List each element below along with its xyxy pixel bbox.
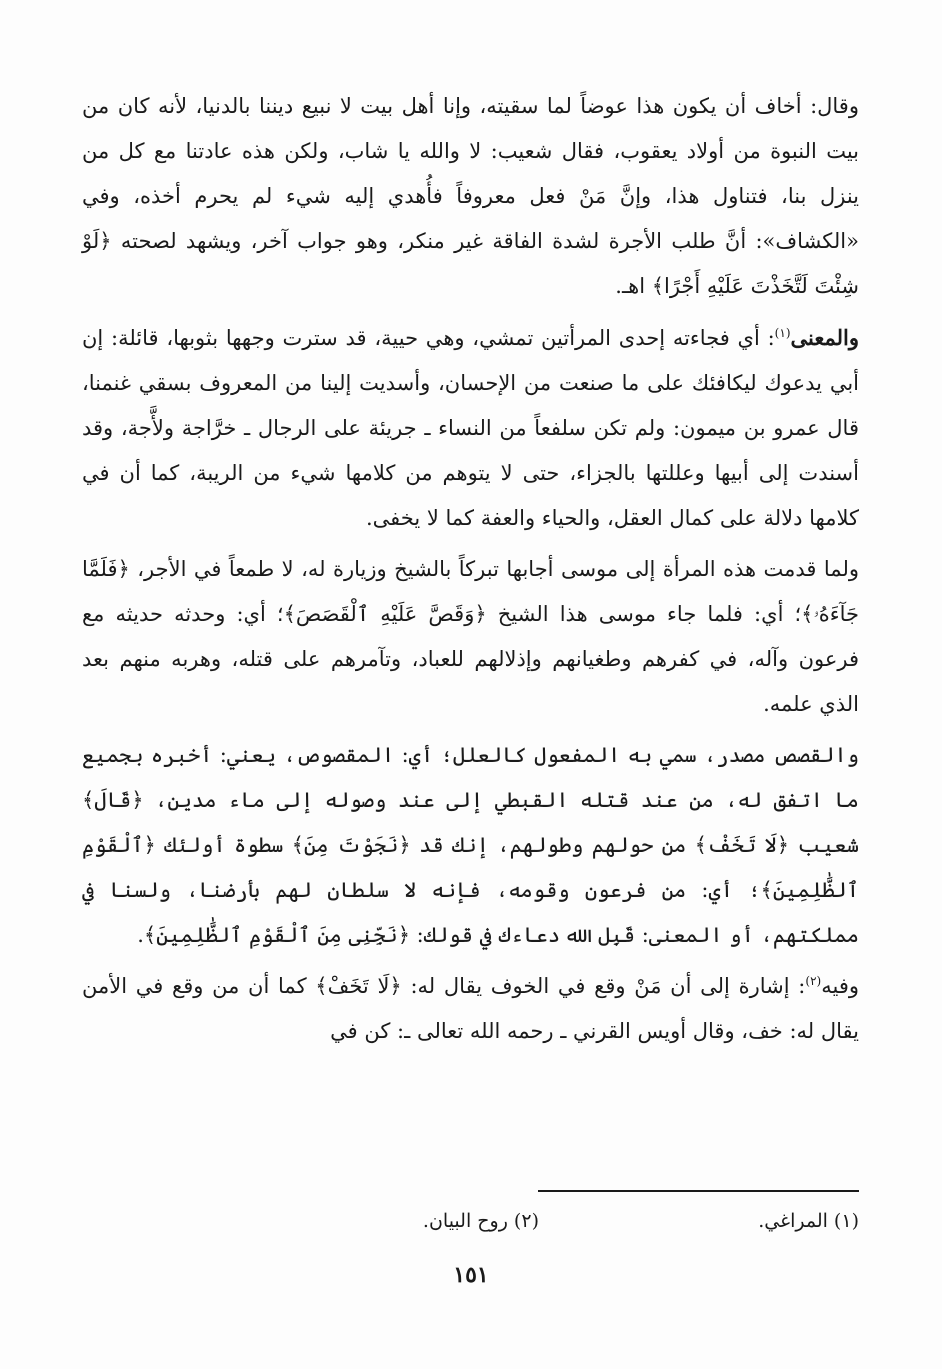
page-number: ١٥١	[453, 1262, 489, 1288]
footnote-marker-1: (١)	[774, 326, 791, 340]
footnote-1: (١) المراغي.	[758, 1210, 859, 1232]
footnote-separator	[538, 1190, 859, 1192]
paragraph-lead-word: وفيه	[821, 974, 859, 998]
paragraph-2: والمعنى$^{(١)}$: أي فجاءته إحدى المرأتين تمشي، وهي حيية، قد سترت وجهها بثوبها، قائلة: إن أبي يدعوك ليكافئك على ما صنعت من الإحسان، وأسديت إلينا من المعروف بسقي غنمنا، قال عمرو بن ميمون: ولم تكن سلفعاً من النساء ـ جريئة على الرجال ـ خرَّاجة ولأَّجة، وقد أسندت إلى أبيها وعللتها بالجزاء، حتى لا يتوهم من كلامها شيء من الريبة، كما أن في كلامها دلالة على كمال العقل، والحياء والعفة كما لا يخفى.	[82, 325, 859, 530]
paragraph-3: ولما قدمت هذه المرأة إلى موسى أجابها تبركاً بالشيخ وزيارة له، لا طمعاً في الأجر، ﴿فَلَمَّا جَآءَهُۥ﴾؛ أي: فلما جاء موسى هذا الشيخ ﴿وَقَصَّ عَلَيْهِ ٱلْقَصَصَ﴾؛ أي: وحدثه حديثه مع فرعون وآله، في كفرهم وطغيانهم وإذلالهم للعباد، وتآمرهم على قتله، وهربه منهم بعد الذي علمه.	[82, 557, 859, 716]
main-text	[82, 84, 859, 1054]
paragraph-1: وقال: أخاف أن يكون هذا عوضاً لما سقيته، وإنا أهل بيت لا نبيع ديننا بالدنيا، لأنه كان من بيت النبوة من أولاد يعقوب، فقال شعيب: لا والله يا شاب، ولكن هذه عادتنا مع كل من ينزل بنا، فتناول هذا، وإنَّ مَنْ فعل معروفاً فأُهدي إليه شيء لم يحرم أخذه، وفي «الكشاف»: أنَّ طلب الأجرة لشدة الفاقة غير منكر، وهو جواب آخر، ويشهد لصحته ﴿لَوْ شِئْتَ لَتَّخَذْتَ عَلَيْهِ أَجْرًا﴾ اهـ.	[82, 94, 859, 298]
footnote-marker-2: (٢)	[805, 974, 822, 988]
paragraph-4: والقصص مصدر، سمي به المفعول كالعلل؛ أي: المقصوص، يعني: أخبره بجميع ما اتفق له، من عند قتله القبطي إلى عند وصوله إلى ماء مدين، ﴿قَالَ﴾ شعيب ﴿لَا تَخَفْ﴾ من حولهم وطولهم، إنك قد ﴿نَجَوْتَ مِنَ﴾ سطوة أولئك ﴿ٱلْقَوْمِ ٱلظَّٰلِمِينَ﴾؛ أي: من فرعون وقومه، فإنه لا سلطان لهم بأرضنا، ولسنا في مملكتهم، أو المعنى: قَبِل الله دعاءك في قولك: ﴿نَجِّنِى مِنَ ٱلْقَوْمِ ٱلظَّٰلِمِينَ﴾.	[82, 743, 859, 947]
paragraph-5: وفيه$^{(٢)}$: إشارة إلى أن مَنْ وقع في الخوف يقال له: ﴿لَا تَخَفْ﴾ كما أن من وقع في الأمن يقال له: خف، وقال أويس القرني ـ رحمه الله تعالى ـ: كن في	[82, 974, 859, 1043]
paragraph-lead-word: والمعنى	[790, 325, 859, 350]
footnote-2: (٢) روح البيان.	[422, 1210, 539, 1232]
